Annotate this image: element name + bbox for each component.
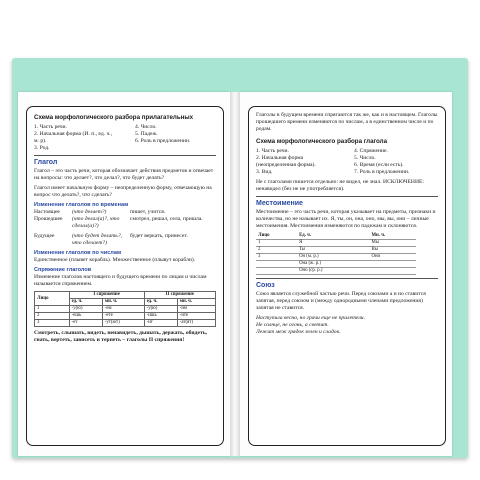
union-text: Союз является служебной частью речи. Перед союзами а и но ставится запятая, перед союзом и (между однородными членами предложения) запятая не ставится. [256,290,426,311]
example-line: Наступила весна, но грачи еще не прилетели. [256,314,366,321]
verb-scheme-title: Схема морфологического разбора глагола [256,137,388,145]
example-line: Не солнце, не огонь, а светит. [256,321,329,328]
scheme-item: 6. Время (если есть). [354,161,404,168]
table-row: Она (ж. р.) [256,260,416,267]
table-subheader: ед. ч. [144,298,177,305]
tense-row: Прошедшее (что делал(а)?, что сделал(а)?) смотрел, решал, села, пришла. [34,215,203,229]
conjugation-heading: Спряжение глаголов [34,266,92,273]
scheme-item: 5. Число. [354,154,376,161]
tense-list [34,209,216,247]
left-card [26,106,224,446]
number-heading: Изменение глаголов по числам [34,249,122,256]
example-line: Лежит меж грядок зелен и сладок. [256,328,341,335]
conjugation-table [34,291,216,327]
divider [34,155,216,156]
table-subheader: ед. ч. [69,298,102,305]
book-spine [230,92,240,456]
conjugation-note: Смотреть, слышать, видеть, ненавидеть, дышать, держать, обидеть, гнать, вертеть, зависеть и терпеть – глаголы II спряжения! [34,329,208,343]
right-card [248,106,446,446]
table-row: 3 -ет -ут(ют) -ит -ат(ят) [35,319,216,326]
table-subheader: мн. ч. [102,298,144,305]
scheme-item: 4. Число. [135,124,157,130]
table-header: Лицо [35,291,70,305]
divider [256,196,438,197]
table-header: I спряжение [69,291,144,298]
adjective-scheme [34,124,216,152]
table-subheader: мн. ч. [177,298,215,305]
table-row: 3 Он (м. р.) Они [256,253,416,260]
table-header: Мн. ч. [370,233,417,240]
number-text: Единственное (плывет корабль). Множественное (плывут корабли). [34,256,196,263]
future-text: Глаголы в будущем времени спрягаются так же, как и в настоящем. Глаголы прошедшего времени изменяются по числам, а в единственном числе и по родам. [256,112,438,132]
table-row: 1 -у(ю) -ем -у(ю) -им [35,305,216,312]
divider [256,278,438,279]
scheme-item: 6. Роль в предложении. [135,137,191,144]
pronoun-table [256,233,416,275]
scheme-item: (неопределенная форма). [256,161,316,168]
scheme-item: 2. Начальная форма [256,154,304,161]
conjugation-text: Изменение глаголов настоящего и будущего времени по лицам и числам называется спряжением. [34,273,207,287]
scheme-item: 1. Часть речи. [256,147,289,154]
table-row: 2 Ты Вы [256,246,416,253]
ne-rule: Не с глаголами пишется отдельно: не видел, не знал. ИСКЛЮЧЕНИЕ: ненавидел (без не не употребляется). [256,178,424,192]
union-examples [256,315,438,336]
table-header: Ед. ч. [297,233,369,240]
table-row: Оно (ср. р.) [256,267,416,274]
tense-heading: Изменение глаголов по временам [34,201,129,208]
pronoun-heading: Местоимение [256,199,303,207]
pronoun-text: Местоимение – это часть речи, которая указывает на предметы, признаки и количества, но не называет их. Я, ты, он, она, оно, мы, вы, они – личные местоимения. Местоимения изменяются по падежам и склоняются. [256,208,436,229]
scheme-item: 3. Вид. [256,168,273,175]
table-row: 2 -ешь -ете -ишь -ите [35,312,216,319]
verb-infinitive: Глагол имеет начальную форму – неопределенную форму, отвечающую на вопрос что делать?, что сделать? [34,184,212,198]
scheme-item: 2. Начальная форма (И. п., ед. ч., м. р). [34,130,113,144]
verb-heading: Глагол [34,158,58,166]
union-heading: Союз [256,281,275,289]
table-header: II спряжение [144,291,215,298]
table-row: 1 Я Мы [256,239,416,246]
verb-definition: Глагол – это часть речи, которая обозначает действия предметов и отвечает на вопросы: что делает?, что делал?, что будет делать? [34,167,214,181]
scheme-item: 4. Спряжение. [354,147,388,154]
tense-row: Будущее (что будет делать?, что сделает?) будет веркать, принесет. [34,232,188,246]
scheme-item: 7. Роль в предложении. [354,168,410,175]
adjective-scheme-title: Схема морфологического разбора прилагательных [34,114,194,121]
verb-scheme [256,148,438,176]
scheme-item: 3. Род. [34,144,50,151]
scheme-item: 1. Часть речи. [34,124,67,130]
scheme-item: 5. Падеж. [135,130,158,137]
tense-row: Настоящее (что делает?) пишет, учится. [34,208,166,215]
table-header: Лицо [256,233,297,240]
